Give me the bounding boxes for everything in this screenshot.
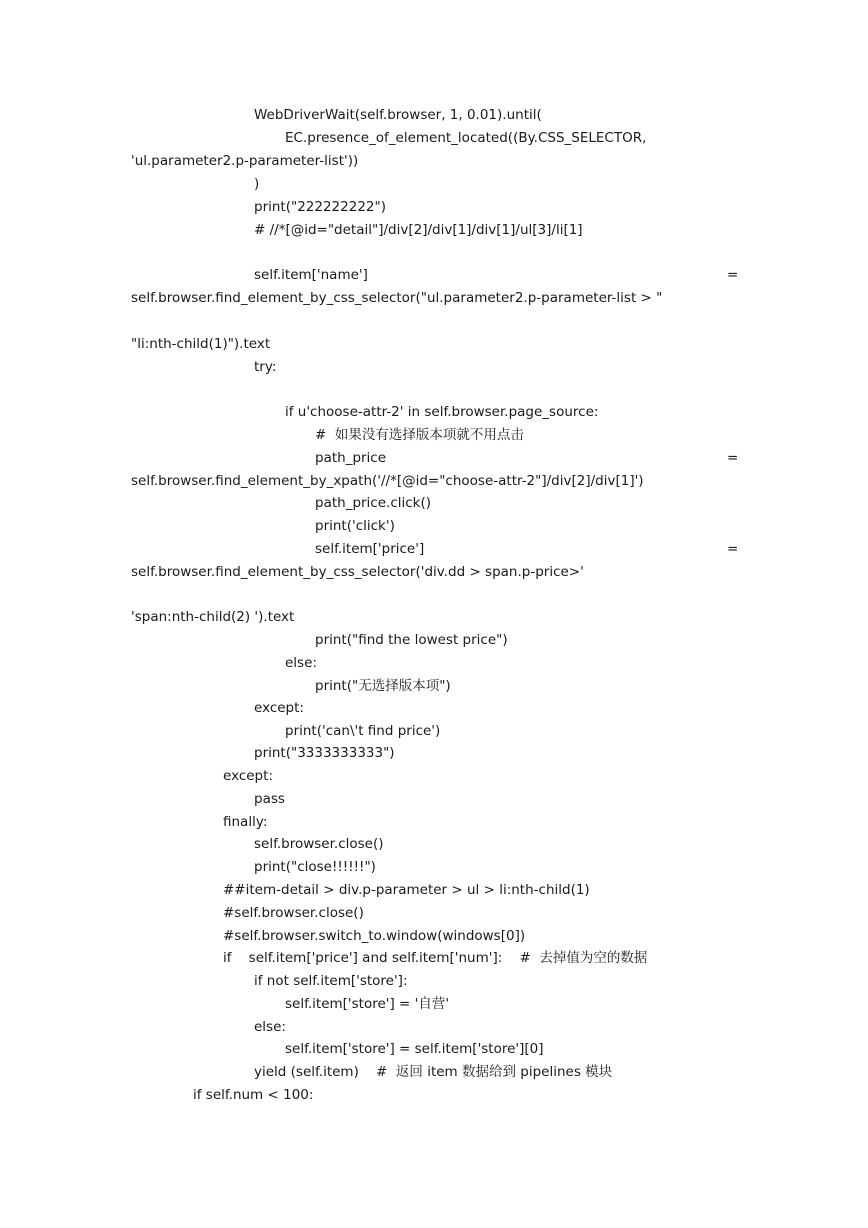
code-line: self.browser.close() bbox=[254, 836, 384, 852]
code-line: if self.num < 100: bbox=[193, 1087, 314, 1103]
code-line: self.browser.find_element_by_xpath('//*[@id="choose-attr-2"]/div[2]/div[1]') bbox=[131, 473, 644, 489]
code-line: path_price bbox=[315, 450, 387, 466]
code-line: self.item['store'] = self.item['store'][0] bbox=[285, 1041, 544, 1057]
code-line: print("find the lowest price") bbox=[315, 632, 508, 648]
code-line: #self.browser.switch_to.window(windows[0]) bbox=[223, 928, 526, 944]
code-line: print("3333333333") bbox=[254, 745, 395, 761]
code-line: if not self.item['store']: bbox=[254, 973, 408, 989]
code-line: 'span:nth-child(2) ').text bbox=[131, 609, 295, 625]
code-line: # 如果没有选择版本项就不用点击 bbox=[315, 427, 524, 443]
code-line: else: bbox=[254, 1019, 286, 1035]
code-line: print("222222222") bbox=[254, 199, 386, 215]
code-line: print('can\'t find price') bbox=[285, 723, 441, 739]
code-line: print('click') bbox=[315, 518, 395, 534]
code-line: ) bbox=[254, 176, 260, 192]
assignment-operator: = bbox=[727, 450, 739, 466]
code-line: finally: bbox=[223, 814, 268, 830]
code-line: ##item-detail > div.p-parameter > ul > li:nth-child(1) bbox=[223, 882, 590, 898]
code-line: self.item['store'] = '自营' bbox=[285, 996, 450, 1012]
code-line: 'ul.parameter2.p-parameter-list')) bbox=[131, 153, 359, 169]
assignment-operator: = bbox=[727, 541, 739, 557]
code-line: except: bbox=[254, 700, 304, 716]
code-line: EC.presence_of_element_located((By.CSS_SELECTOR, bbox=[285, 130, 647, 146]
code-line: self.browser.find_element_by_css_selector("ul.parameter2.p-parameter-list > " bbox=[131, 290, 663, 306]
code-line: except: bbox=[223, 768, 273, 784]
code-line: if u'choose-attr-2' in self.browser.page_source: bbox=[285, 404, 599, 420]
code-line: if self.item['price'] and self.item['num']: # 去掉值为空的数据 bbox=[223, 950, 648, 966]
code-line: # //*[@id="detail"]/div[2]/div[1]/div[1]/ul[3]/li[1] bbox=[254, 222, 583, 238]
code-line: self.browser.find_element_by_css_selector('div.dd > span.p-price>' bbox=[131, 564, 584, 580]
code-line: self.item['name'] bbox=[254, 267, 368, 283]
code-line: #self.browser.close() bbox=[223, 905, 364, 921]
assignment-operator: = bbox=[727, 267, 739, 283]
code-line: "li:nth-child(1)").text bbox=[131, 336, 271, 352]
code-line: pass bbox=[254, 791, 285, 807]
code-line: print("close!!!!!!") bbox=[254, 859, 376, 875]
code-line: print("无选择版本项") bbox=[315, 678, 451, 694]
code-line: else: bbox=[285, 655, 317, 671]
code-line: yield (self.item) # 返回 item 数据给到 pipelines 模块 bbox=[254, 1064, 613, 1080]
code-line: WebDriverWait(self.browser, 1, 0.01).until( bbox=[254, 107, 542, 123]
code-line: try: bbox=[254, 359, 277, 375]
code-line: path_price.click() bbox=[315, 495, 432, 511]
code-line: self.item['price'] bbox=[315, 541, 425, 557]
